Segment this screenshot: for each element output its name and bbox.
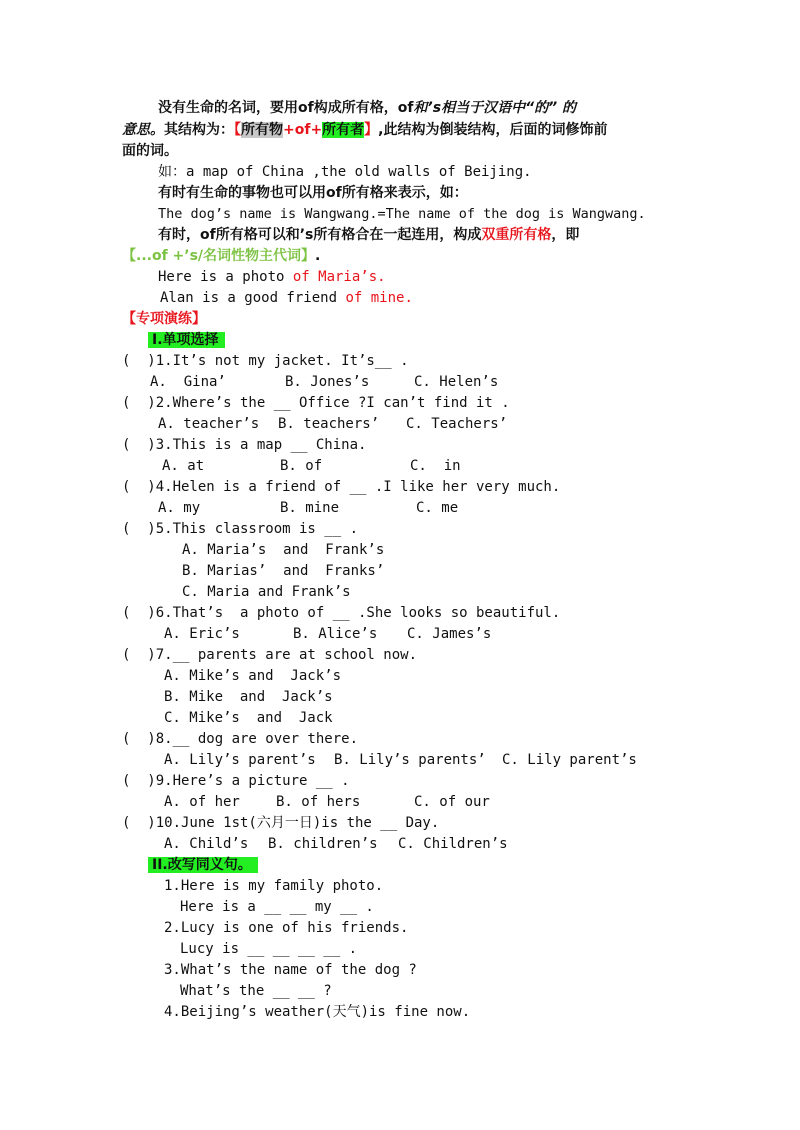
q5-option-c: C. Maria and Frank’s (182, 584, 351, 600)
example-3 (158, 267, 386, 287)
question-2: ( )2.Where’s the __ Office ?I can’t find it . (122, 395, 510, 411)
formula: 【...of +’s/名词性物主代词】 (122, 248, 316, 264)
q6-option-b: B. Alice’s (293, 626, 378, 642)
intro-line-3: 面的词。 (122, 143, 178, 159)
plus-of: +of+ (283, 122, 323, 138)
q7-option-c: C. Mike’s and Jack (164, 710, 333, 726)
intro-text-italic: 意思。 (122, 122, 164, 138)
q9-option-a: A. of her (164, 794, 240, 810)
q9-option-c: C. of our (414, 794, 490, 810)
q8-option-a: A. Lily’s parent’s (164, 752, 316, 768)
intro-text: 没有生命的名词，要用of构成所有格，of (158, 100, 414, 116)
section-2-title (148, 855, 258, 875)
question-4: ( )4.Helen is a friend of __ .I like her very much. (122, 479, 561, 495)
rewrite-item-2: 2.Lucy is one of his friends. (164, 920, 409, 936)
q4-option-b: B. mine (280, 500, 340, 516)
question-3: ( )3.This is a map __ China. (122, 437, 367, 453)
example-1: 如：a map of China ,the old walls of Beijing. (158, 164, 532, 180)
q2-option-a: A. teacher’s (158, 416, 260, 432)
possession-highlight: 所有物 (241, 122, 283, 138)
q10-option-a: A. Child’s (164, 836, 249, 852)
example-highlight: of Maria’s. (292, 269, 386, 285)
q3-option-b: B. of (280, 458, 323, 474)
q1-option-a: A. Gina’ (150, 374, 226, 390)
question-9: ( )9.Here’s a picture __ . (122, 773, 350, 789)
q5-option-a: A. Maria’s and Frank’s (182, 542, 385, 558)
example-2: The dog’s name is Wangwang.=The name of the dog is Wangwang. (158, 206, 646, 222)
formula-line (122, 246, 320, 266)
intro-line-7 (158, 225, 579, 245)
rewrite-item-3: 3.What’s the name of the dog ? (164, 962, 417, 978)
rewrite-item-4: 4.Beijing’s weather(天气)is fine now. (164, 1004, 471, 1020)
q4-option-c: C. me (416, 500, 459, 516)
q1-option-b: B. Jones’s (285, 374, 370, 390)
intro-line-1 (158, 98, 576, 118)
question-7: ( )7.__ parents are at school now. (122, 647, 418, 663)
bracket-open: 【 (234, 122, 241, 138)
section-1-title (148, 330, 225, 350)
question-6: ( )6.That’s a photo of __ .She looks so beautiful. (122, 605, 561, 621)
rewrite-answer-1: Here is a __ __ my __ . (180, 899, 374, 915)
formula-end: . (315, 248, 321, 264)
q4-option-a: A. my (158, 500, 201, 516)
intro-text: 有时，of所有格可以和’s所有格合在一起连用，构成 (158, 227, 482, 243)
intro-line-5: 有时有生命的事物也可以用of所有格来表示，如： (158, 185, 468, 201)
q7-option-a: A. Mike’s and Jack’s (164, 668, 342, 684)
q7-option-b: B. Mike and Jack’s (164, 689, 333, 705)
q1-option-c: C. Helen’s (414, 374, 499, 390)
q10-option-b: B. children’s (268, 836, 378, 852)
q8-option-c: C. Lily parent’s (502, 752, 637, 768)
rewrite-item-1: 1.Here is my family photo. (164, 878, 384, 894)
q2-option-c: C. Teachers’ (406, 416, 508, 432)
q6-option-a: A. Eric’s (164, 626, 240, 642)
owner-highlight: 所有者 (322, 122, 365, 138)
q3-option-c: C. in (410, 458, 461, 474)
q6-option-c: C. James’s (407, 626, 492, 642)
intro-text: 其结构为： (164, 122, 234, 138)
intro-text: ,此结构为倒装结构，后面的词修饰前 (378, 122, 608, 138)
example-4 (160, 288, 413, 308)
q5-option-b: B. Marias’ and Franks’ (182, 563, 385, 579)
q10-option-c: C. Children’s (398, 836, 508, 852)
section-1-title-text: I.单项选择 (148, 332, 225, 348)
question-8: ( )8.__ dog are over there. (122, 731, 359, 747)
question-10: ( )10.June 1st(六月一日)is the __ Day. (122, 815, 440, 831)
question-1: ( )1.It’s not my jacket. It’s__ . (122, 353, 409, 369)
intro-line-2 (122, 120, 608, 140)
q9-option-b: B. of hers (276, 794, 361, 810)
intro-text: ，即 (551, 227, 580, 243)
rewrite-answer-2: Lucy is __ __ __ __ . (180, 941, 358, 957)
double-possessive-term: 双重所有格 (481, 227, 552, 243)
section-2-title-text: II.改写同义句。 (148, 857, 258, 873)
bracket-close: 】 (364, 122, 379, 138)
example-text: Here is a photo (158, 269, 293, 285)
practice-heading: 【专项演练】 (122, 311, 206, 327)
q8-option-b: B. Lily’s parents’ (334, 752, 486, 768)
example-highlight: of mine. (345, 290, 413, 306)
rewrite-answer-3: What’s the __ __ ? (180, 983, 332, 999)
q2-option-b: B. teachers’ (278, 416, 380, 432)
intro-text-italic: 和’s相当于汉语中“的” 的 (413, 100, 576, 116)
question-5: ( )5.This classroom is __ . (122, 521, 359, 537)
q3-option-a: A. at (162, 458, 205, 474)
example-text: Alan is a good friend (160, 290, 346, 306)
